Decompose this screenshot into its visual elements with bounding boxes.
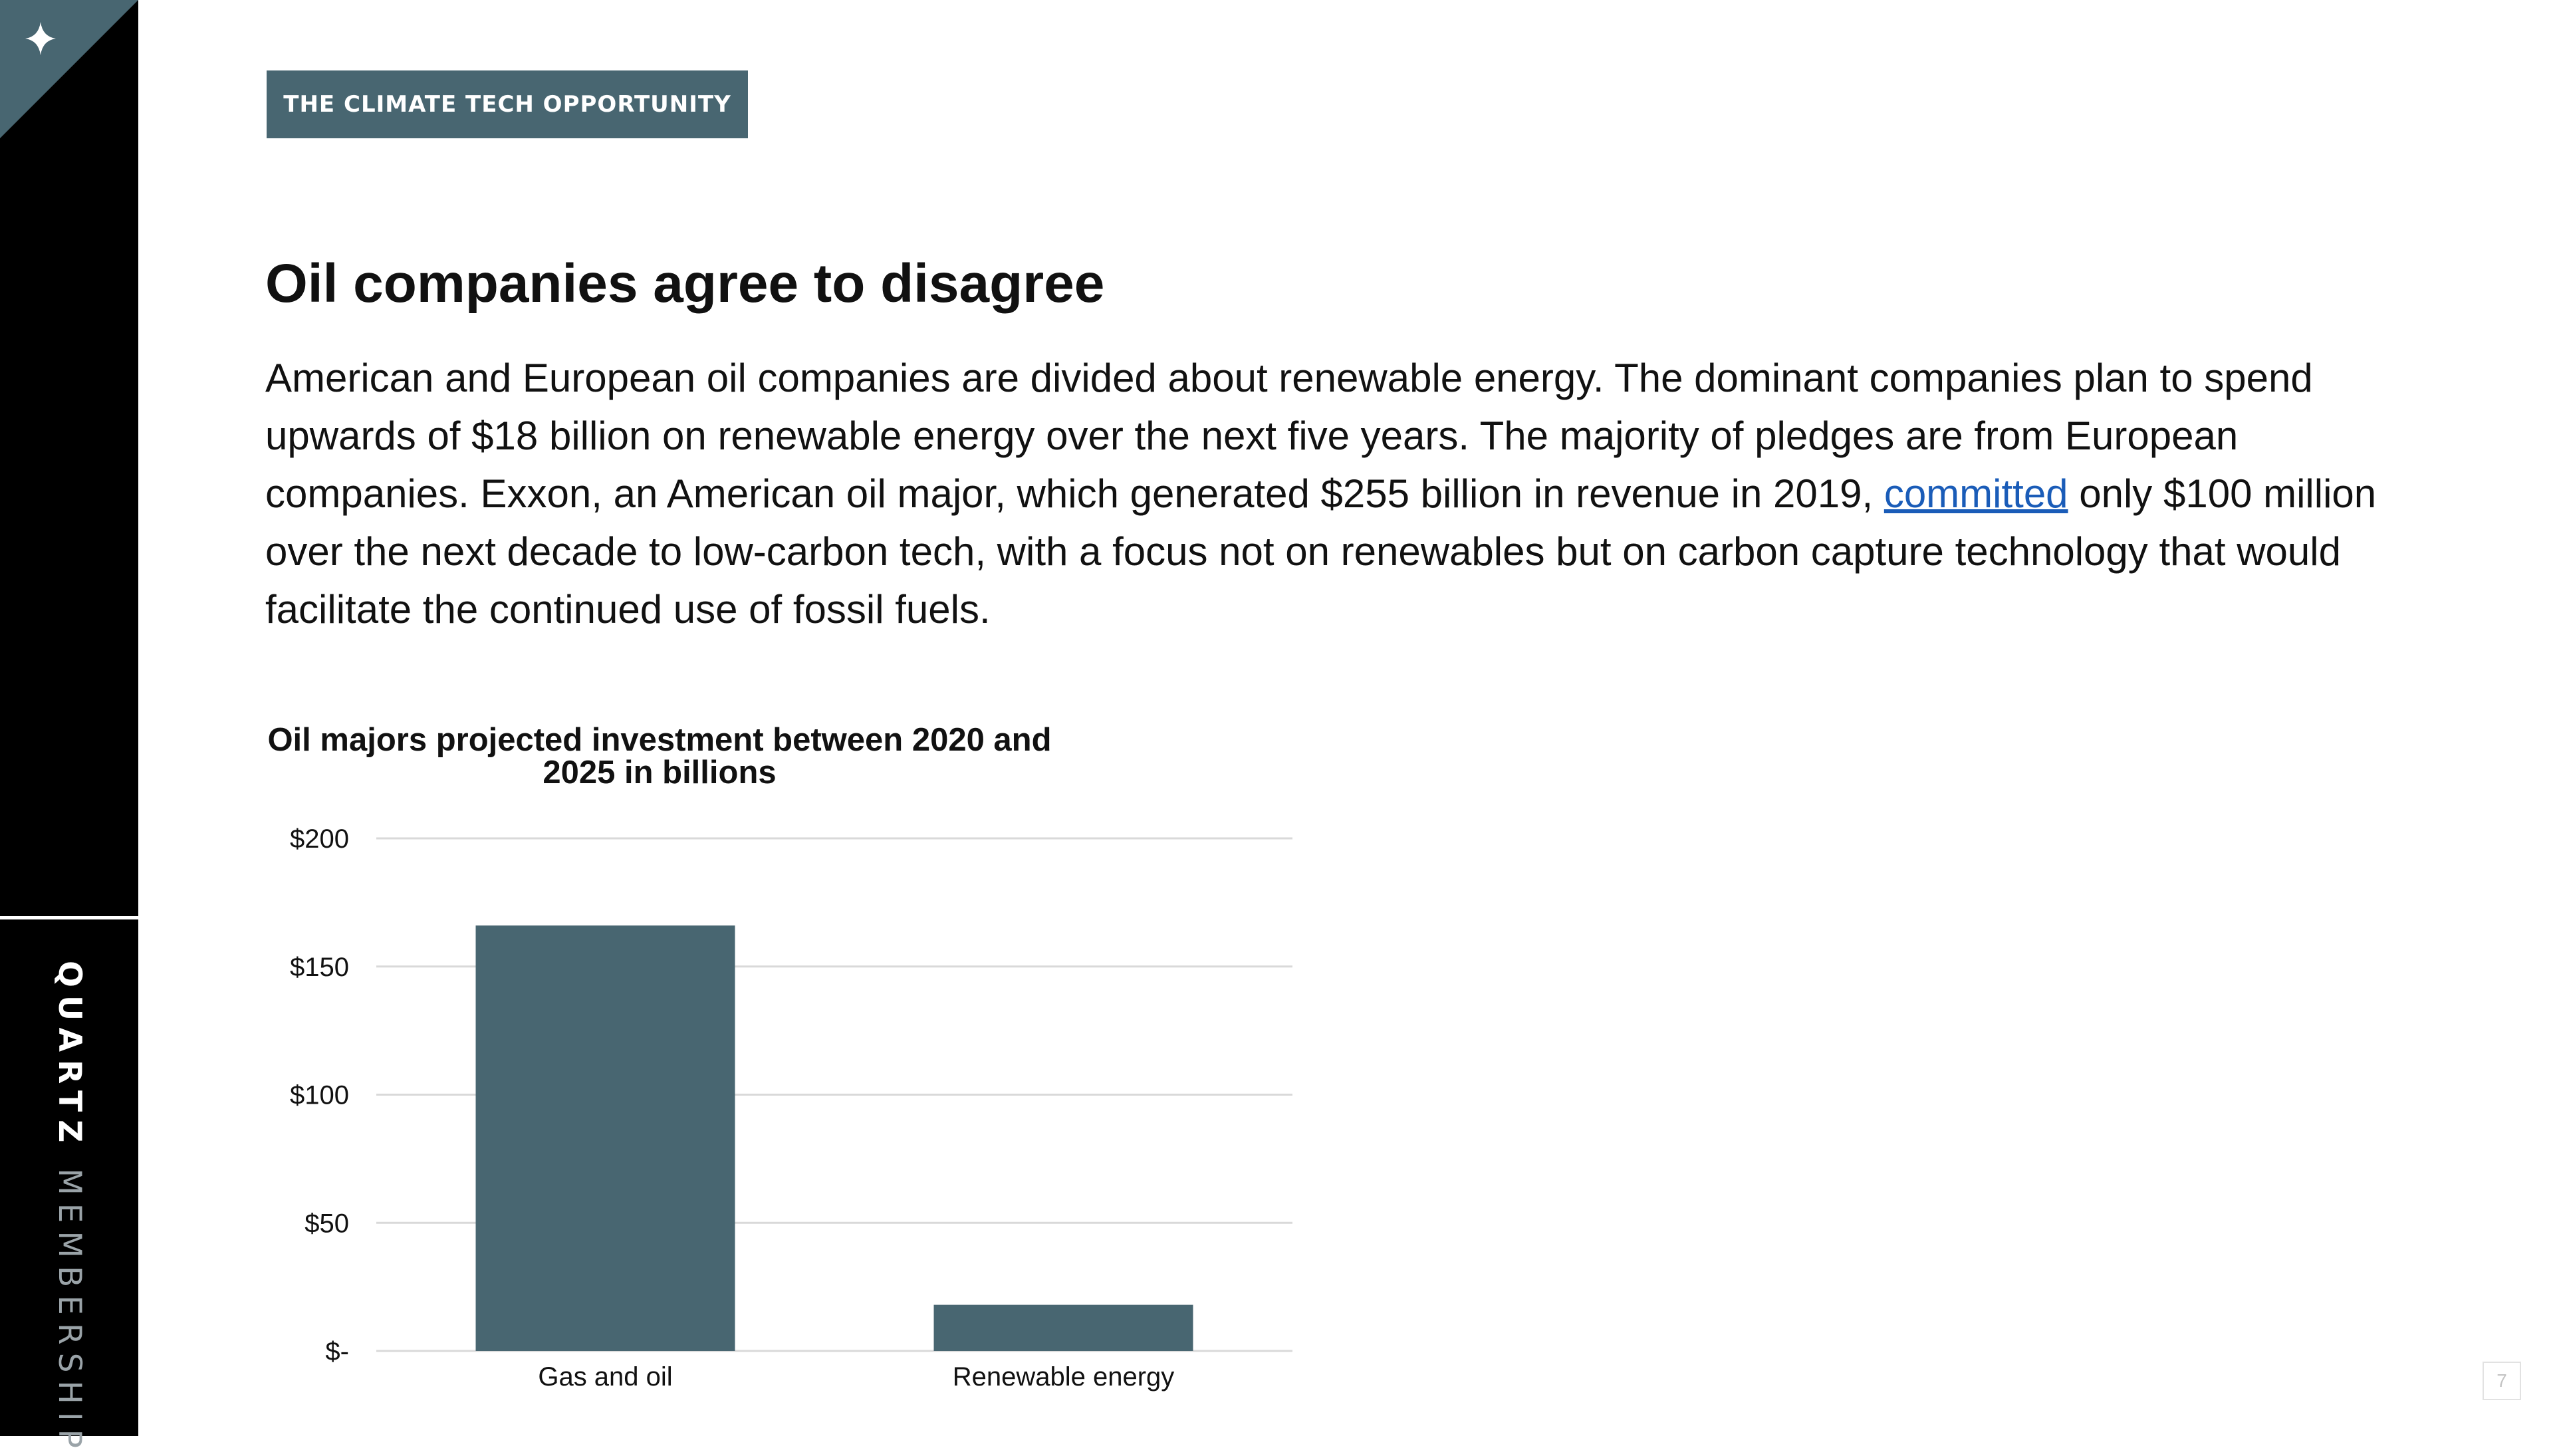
y-tick-label: $50 bbox=[304, 1209, 349, 1239]
brand-wordmark bbox=[47, 961, 92, 1456]
y-tick-label: $200 bbox=[290, 824, 349, 854]
sidebar-divider bbox=[0, 916, 138, 919]
x-tick-label: Renewable energy bbox=[952, 1362, 1175, 1392]
page-title: Oil companies agree to disagree bbox=[265, 253, 1105, 314]
brand-subtitle: MEMBERSHIP bbox=[51, 1168, 88, 1456]
corner-logo bbox=[0, 0, 138, 138]
chart-bars bbox=[476, 925, 1193, 1351]
chart-title-line-2: 2025 in billions bbox=[543, 755, 777, 790]
page-number: 7 bbox=[2483, 1362, 2521, 1400]
sidebar bbox=[0, 0, 138, 1456]
chart bbox=[253, 718, 1316, 1392]
chart-x-axis bbox=[538, 1362, 1174, 1392]
body-text-start: American and European oil companies are divided about renewable energy. The dominant companies plan to spend upwards of $18 billion on renewable energy over the next five years. The majority of pledges are from European companies. Exxon, an American oil major, which generated $255 billion in revenue in 2019, bbox=[265, 356, 2313, 516]
x-tick-label: Gas and oil bbox=[538, 1362, 673, 1392]
section-tag: THE CLIMATE TECH OPPORTUNITY bbox=[267, 70, 748, 138]
y-tick-label: $- bbox=[325, 1337, 349, 1366]
corner-triangle bbox=[0, 0, 138, 138]
y-tick-label: $150 bbox=[290, 952, 349, 982]
bar bbox=[476, 925, 735, 1351]
chart-y-axis bbox=[290, 824, 349, 1366]
chart-title-line-1: Oil majors projected investment between 2020 and bbox=[267, 722, 1052, 758]
body-paragraph bbox=[265, 349, 2419, 638]
bar-chart-svg bbox=[253, 718, 1316, 1392]
committed-link[interactable]: committed bbox=[1884, 471, 2068, 516]
brand-name: QUARTZ bbox=[51, 961, 88, 1151]
body-text-end: only $100 million over the next decade to low-carbon tech, with a focus not on renewables but on carbon capture technology that would facilitate the continued use of fossil fuels. bbox=[265, 471, 2377, 632]
y-tick-label: $100 bbox=[290, 1080, 349, 1110]
bar bbox=[934, 1305, 1193, 1351]
